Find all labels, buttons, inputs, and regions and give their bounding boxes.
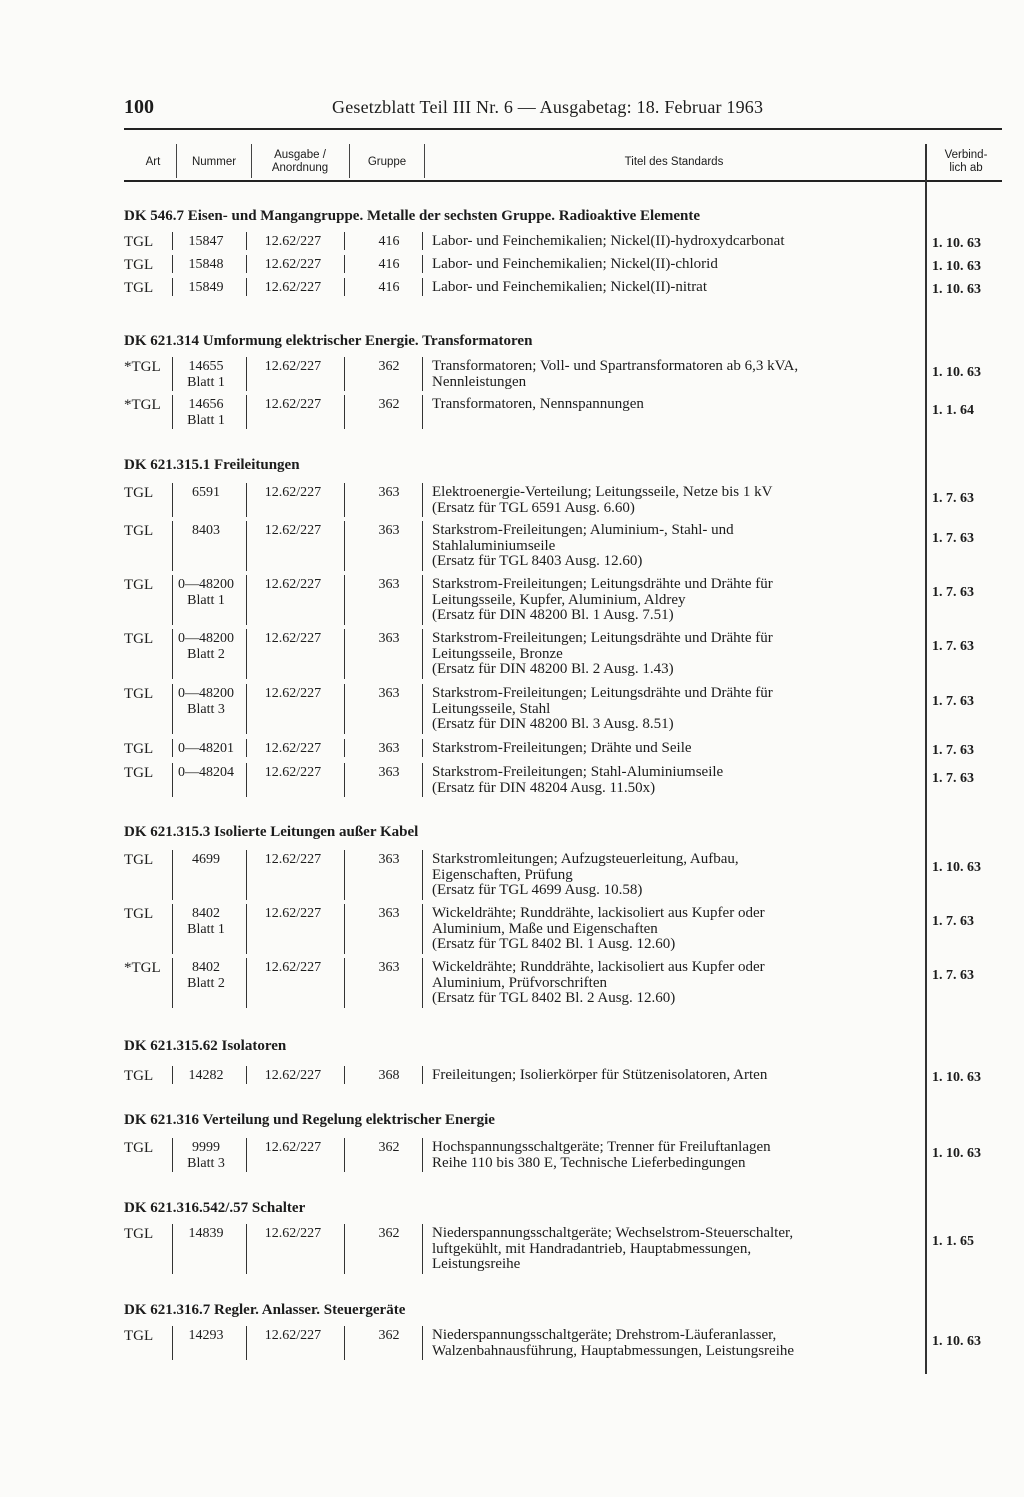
cell-nummer-value: 14655 — [188, 359, 224, 374]
cell-nummer-blatt: Blatt 1 — [187, 593, 225, 608]
cell-titel-line: Starkstrom-Freileitungen; Aluminium-, Stahl- und — [432, 522, 734, 538]
column-bar — [422, 1326, 423, 1360]
column-bar — [422, 483, 423, 517]
cell-ausgabe: 12.62/227 — [264, 1140, 322, 1155]
cell-ausgabe: 12.62/227 — [264, 686, 322, 701]
column-bar — [344, 684, 345, 734]
column-bar — [172, 232, 173, 250]
cell-titel-line: Hochspannungsschaltgeräte; Trenner für Freiluftanlagen — [432, 1139, 771, 1155]
column-bar — [344, 1066, 345, 1084]
cell-gruppe: 362 — [378, 1140, 400, 1155]
cell-art: TGL — [124, 257, 154, 273]
column-bar — [422, 739, 423, 757]
cell-titel-line: Nennleistungen — [432, 373, 527, 390]
cell-titel-line: Leitungsseile, Stahl — [432, 700, 551, 717]
cell-titel-line: Niederspannungsschaltgeräte; Wechselstrom-Steuerschalter, — [432, 1225, 794, 1241]
cell-nummer — [174, 1226, 238, 1242]
cell-titel — [432, 1328, 794, 1359]
cell-titel — [432, 397, 644, 413]
cell-verbindlich: 1. 7. 63 — [932, 585, 974, 600]
cell-verbindlich: 1. 7. 63 — [932, 771, 974, 786]
cell-titel-line: Niederspannungsschaltgeräte; Drehstrom-Läuferanlasser, — [432, 1327, 777, 1343]
column-header-verbindlich — [930, 144, 1002, 180]
cell-gruppe: 362 — [378, 1328, 400, 1343]
column-bar — [172, 395, 173, 429]
cell-art: TGL — [124, 906, 154, 922]
cell-titel-line: (Ersatz für TGL 8402 Bl. 1 Ausg. 12.60) — [432, 936, 676, 952]
cell-ausgabe: 12.62/227 — [264, 765, 322, 780]
cell-titel-line: Labor- und Feinchemikalien; Nickel(II)-nitrat — [432, 279, 708, 295]
cell-titel — [432, 765, 723, 796]
column-bar — [172, 483, 173, 517]
cell-gruppe: 363 — [378, 906, 400, 921]
cell-art: TGL — [124, 1328, 154, 1344]
cell-titel-line: Starkstrom-Freileitungen; Stahl-Aluminiumseile — [432, 764, 724, 780]
section-heading: DK 621.316.542/.57 Schalter — [124, 1200, 306, 1216]
cell-titel-line: Starkstrom-Freileitungen; Leitungsdrähte und Drähte für — [432, 576, 773, 592]
table-header-rule — [124, 180, 1002, 182]
cell-nummer — [174, 359, 238, 391]
cell-gruppe: 363 — [378, 631, 400, 646]
cell-verbindlich: 1. 1. 65 — [932, 1234, 974, 1249]
cell-titel-line: Aluminium, Prüfvorschriften — [432, 974, 607, 991]
column-bar — [246, 1066, 247, 1084]
cell-gruppe: 363 — [378, 765, 400, 780]
running-head: Gesetzblatt Teil III Nr. 6 — Ausgabetag: 18. Februar 1963 — [332, 97, 764, 117]
cell-titel-line: (Ersatz für DIN 48204 Ausg. 11.50x) — [432, 779, 656, 796]
cell-nummer-blatt: Blatt 2 — [187, 976, 225, 991]
cell-titel-line: (Ersatz für TGL 8402 Bl. 2 Ausg. 12.60) — [432, 990, 676, 1006]
column-divider — [176, 144, 177, 178]
column-bar — [422, 255, 423, 273]
cell-ausgabe: 12.62/227 — [264, 1068, 322, 1083]
cell-titel-line: Labor- und Feinchemikalien; Nickel(II)-chlorid — [432, 256, 718, 272]
cell-nummer-value: 0—48204 — [178, 765, 234, 780]
column-bar — [422, 1066, 423, 1084]
cell-ausgabe: 12.62/227 — [264, 1328, 322, 1343]
column-header-ausgabe-line2: Anordnung — [271, 162, 329, 174]
cell-verbindlich: 1. 1. 64 — [932, 403, 974, 418]
cell-titel — [432, 485, 772, 516]
cell-gruppe: 416 — [378, 280, 400, 295]
column-bar — [172, 575, 173, 625]
cell-verbindlich: 1. 7. 63 — [932, 914, 974, 929]
column-bar — [422, 629, 423, 679]
column-bar — [172, 629, 173, 679]
cell-nummer — [174, 631, 238, 663]
column-bar — [172, 763, 173, 797]
cell-nummer — [174, 960, 238, 992]
cell-art: *TGL — [124, 397, 161, 413]
column-bar — [172, 904, 173, 954]
column-header-art: Art — [145, 155, 161, 168]
cell-verbindlich: 1. 7. 63 — [932, 639, 974, 654]
cell-nummer-value: 15847 — [188, 234, 224, 249]
column-bar — [246, 739, 247, 757]
column-bar — [344, 575, 345, 625]
section-heading: DK 621.316.7 Regler. Anlasser. Steuergeräte — [124, 1302, 406, 1318]
cell-nummer — [174, 485, 238, 501]
cell-gruppe: 363 — [378, 485, 400, 500]
cell-nummer-value: 14656 — [188, 397, 224, 412]
column-bar — [246, 278, 247, 296]
cell-titel-line: Starkstrom-Freileitungen; Leitungsdrähte und Drähte für — [432, 630, 773, 646]
column-bar — [246, 1326, 247, 1360]
column-bar — [246, 521, 247, 571]
cell-titel — [432, 234, 785, 250]
column-bar — [422, 232, 423, 250]
cell-titel-line: Transformatoren, Nennspannungen — [432, 396, 644, 412]
cell-verbindlich: 1. 7. 63 — [932, 968, 974, 983]
cell-nummer-value: 9999 — [192, 1140, 220, 1155]
cell-verbindlich: 1. 7. 63 — [932, 491, 974, 506]
cell-nummer-blatt: Blatt 1 — [187, 413, 225, 428]
column-bar — [344, 255, 345, 273]
cell-titel — [432, 577, 773, 624]
cell-ausgabe: 12.62/227 — [264, 852, 322, 867]
cell-nummer — [174, 234, 238, 250]
column-bar — [422, 684, 423, 734]
column-bar — [246, 1138, 247, 1172]
section-heading: DK 621.316 Verteilung und Regelung elektrischer Energie — [124, 1112, 495, 1128]
cell-art: TGL — [124, 234, 154, 250]
column-bar — [422, 357, 423, 391]
cell-gruppe: 368 — [378, 1068, 400, 1083]
cell-art: TGL — [124, 280, 154, 296]
cell-ausgabe: 12.62/227 — [264, 359, 322, 374]
cell-nummer — [174, 741, 238, 757]
column-bar — [422, 1224, 423, 1274]
cell-nummer-value: 8402 — [192, 960, 220, 975]
cell-art: TGL — [124, 523, 154, 539]
cell-titel-line: Starkstrom-Freileitungen; Leitungsdrähte und Drähte für — [432, 685, 773, 701]
cell-ausgabe: 12.62/227 — [264, 1226, 322, 1241]
cell-art: TGL — [124, 765, 154, 781]
cell-verbindlich: 1. 7. 63 — [932, 531, 974, 546]
cell-gruppe: 362 — [378, 397, 400, 412]
cell-nummer-blatt: Blatt 1 — [187, 375, 225, 390]
cell-ausgabe: 12.62/227 — [264, 397, 322, 412]
cell-art: TGL — [124, 741, 154, 757]
column-header-gruppe: Gruppe — [367, 155, 407, 168]
column-header-verbindlich-line1: Verbind- — [944, 149, 988, 161]
cell-titel-line: Leistungsreihe — [432, 1256, 521, 1272]
cell-titel — [432, 280, 707, 296]
cell-gruppe: 416 — [378, 257, 400, 272]
cell-nummer — [174, 523, 238, 539]
cell-gruppe: 416 — [378, 234, 400, 249]
column-bar — [172, 684, 173, 734]
cell-ausgabe: 12.62/227 — [264, 523, 322, 538]
cell-titel — [432, 906, 765, 953]
cell-titel — [432, 686, 773, 733]
cell-art: TGL — [124, 852, 154, 868]
cell-gruppe: 363 — [378, 960, 400, 975]
cell-gruppe: 362 — [378, 1226, 400, 1241]
column-header-ausgabe — [252, 144, 348, 180]
cell-nummer-value: 6591 — [192, 485, 220, 500]
cell-ausgabe: 12.62/227 — [264, 280, 322, 295]
column-bar — [344, 850, 345, 900]
column-bar — [344, 763, 345, 797]
column-bar — [422, 395, 423, 429]
cell-nummer — [174, 686, 238, 718]
column-header-verbindlich-line2: lich ab — [949, 162, 983, 174]
column-bar — [246, 1224, 247, 1274]
verbindlich-column-rule — [925, 144, 927, 1374]
cell-titel-line: Stahlaluminiumseile — [432, 537, 556, 554]
cell-art: TGL — [124, 577, 154, 593]
cell-nummer-blatt: Blatt 2 — [187, 647, 225, 662]
column-bar — [344, 357, 345, 391]
column-bar — [344, 958, 345, 1008]
cell-art: TGL — [124, 485, 154, 501]
cell-titel — [432, 631, 773, 678]
column-header-titel: Titel des Standards — [624, 155, 724, 168]
cell-nummer-value: 8403 — [192, 523, 220, 538]
column-bar — [344, 278, 345, 296]
column-header-nummer: Nummer — [191, 155, 237, 168]
column-divider — [424, 144, 425, 178]
cell-titel-line: Transformatoren; Voll- und Spartransformatoren ab 6,3 kVA, — [432, 358, 799, 374]
column-bar — [172, 255, 173, 273]
column-bar — [422, 958, 423, 1008]
cell-verbindlich: 1. 10. 63 — [932, 1146, 981, 1161]
column-bar — [344, 1326, 345, 1360]
cell-ausgabe: 12.62/227 — [264, 257, 322, 272]
cell-titel — [432, 852, 739, 899]
cell-verbindlich: 1. 10. 63 — [932, 282, 981, 297]
cell-titel — [432, 359, 798, 390]
cell-art: TGL — [124, 1226, 154, 1242]
cell-nummer-value: 0—48200 — [178, 631, 234, 646]
cell-nummer-value: 14282 — [188, 1068, 224, 1083]
cell-titel — [432, 960, 765, 1007]
page-number: 100 — [124, 96, 154, 118]
column-bar — [344, 739, 345, 757]
cell-titel-line: (Ersatz für TGL 4699 Ausg. 10.58) — [432, 882, 643, 898]
cell-titel-line: Reihe 110 bis 380 E, Technische Lieferbedingungen — [432, 1154, 746, 1171]
cell-art: *TGL — [124, 359, 161, 375]
cell-gruppe: 363 — [378, 741, 400, 756]
column-bar — [344, 904, 345, 954]
cell-gruppe: 363 — [378, 852, 400, 867]
cell-verbindlich: 1. 10. 63 — [932, 259, 981, 274]
column-bar — [246, 684, 247, 734]
cell-titel-line: Leitungsseile, Kupfer, Aluminium, Aldrey — [432, 591, 686, 608]
column-bar — [344, 395, 345, 429]
column-bar — [172, 278, 173, 296]
cell-art: TGL — [124, 1140, 154, 1156]
cell-nummer — [174, 906, 238, 938]
cell-titel — [432, 1226, 793, 1273]
cell-titel-line: Wickeldrähte; Runddrähte, lackisoliert aus Kupfer oder — [432, 959, 765, 975]
column-bar — [172, 1224, 173, 1274]
column-bar — [422, 575, 423, 625]
cell-ausgabe: 12.62/227 — [264, 577, 322, 592]
cell-titel — [432, 1068, 767, 1084]
cell-ausgabe: 12.62/227 — [264, 741, 322, 756]
cell-verbindlich: 1. 7. 63 — [932, 694, 974, 709]
cell-titel — [432, 741, 692, 757]
column-bar — [172, 1326, 173, 1360]
cell-verbindlich: 1. 10. 63 — [932, 1334, 981, 1349]
cell-nummer — [174, 1068, 238, 1084]
cell-nummer-blatt: Blatt 3 — [187, 1156, 225, 1171]
cell-art: TGL — [124, 631, 154, 647]
cell-nummer-value: 0—48200 — [178, 577, 234, 592]
cell-ausgabe: 12.62/227 — [264, 234, 322, 249]
cell-gruppe: 363 — [378, 577, 400, 592]
cell-ausgabe: 12.62/227 — [264, 960, 322, 975]
cell-titel — [432, 257, 718, 273]
cell-nummer-value: 4699 — [192, 852, 220, 867]
cell-titel-line: (Ersatz für DIN 48200 Bl. 1 Ausg. 7.51) — [432, 607, 674, 623]
cell-nummer — [174, 765, 238, 781]
section-heading: DK 546.7 Eisen- und Mangangruppe. Metalle der sechsten Gruppe. Radioaktive Elemente — [124, 208, 700, 224]
section-heading: DK 621.315.62 Isolatoren — [124, 1038, 287, 1054]
cell-art: TGL — [124, 1068, 154, 1084]
column-bar — [172, 850, 173, 900]
cell-nummer-blatt: Blatt 1 — [187, 922, 225, 937]
page-header — [124, 96, 1004, 126]
cell-verbindlich: 1. 10. 63 — [932, 236, 981, 251]
cell-art: TGL — [124, 686, 154, 702]
column-bar — [172, 739, 173, 757]
column-bar — [172, 958, 173, 1008]
section-heading: DK 621.315.1 Freileitungen — [124, 457, 300, 473]
cell-nummer — [174, 257, 238, 273]
cell-nummer-value: 8402 — [192, 906, 220, 921]
column-bar — [422, 904, 423, 954]
cell-gruppe: 363 — [378, 686, 400, 701]
cell-verbindlich: 1. 10. 63 — [932, 860, 981, 875]
cell-verbindlich: 1. 10. 63 — [932, 365, 981, 380]
cell-titel-line: Elektroenergie-Verteilung; Leitungsseile, Netze bis 1 kV — [432, 484, 773, 500]
cell-nummer-value: 14839 — [188, 1226, 224, 1241]
column-bar — [422, 850, 423, 900]
column-bar — [422, 1138, 423, 1172]
cell-nummer — [174, 397, 238, 429]
cell-nummer-blatt: Blatt 3 — [187, 702, 225, 717]
column-bar — [344, 1138, 345, 1172]
cell-nummer — [174, 852, 238, 868]
cell-titel-line: Freileitungen; Isolierkörper für Stützenisolatoren, Arten — [432, 1067, 768, 1083]
cell-titel-line: Eigenschaften, Prüfung — [432, 866, 573, 883]
column-bar — [344, 521, 345, 571]
cell-titel-line: Starkstromleitungen; Aufzugsteuerleitung, Aufbau, — [432, 851, 739, 867]
column-bar — [422, 763, 423, 797]
header-rule — [124, 128, 1002, 130]
cell-titel — [432, 523, 734, 570]
cell-titel-line: Wickeldrähte; Runddrähte, lackisoliert aus Kupfer oder — [432, 905, 765, 921]
column-bar — [344, 483, 345, 517]
cell-titel — [432, 1140, 771, 1171]
column-bar — [246, 763, 247, 797]
column-bar — [172, 521, 173, 571]
column-bar — [246, 232, 247, 250]
cell-titel-line: Starkstrom-Freileitungen; Drähte und Seile — [432, 740, 692, 756]
cell-titel-line: luftgekühlt, mit Handradantrieb, Hauptabmessungen, — [432, 1240, 752, 1257]
section-heading: DK 621.314 Umformung elektrischer Energie. Transformatoren — [124, 333, 533, 349]
cell-nummer-value: 14293 — [188, 1328, 224, 1343]
column-bar — [246, 629, 247, 679]
cell-nummer-value: 15849 — [188, 280, 224, 295]
cell-nummer — [174, 577, 238, 609]
column-bar — [344, 1224, 345, 1274]
cell-art: *TGL — [124, 960, 161, 976]
cell-verbindlich: 1. 10. 63 — [932, 1070, 981, 1085]
cell-nummer — [174, 1328, 238, 1344]
column-bar — [246, 958, 247, 1008]
column-bar — [422, 521, 423, 571]
cell-titel-line: (Ersatz für TGL 6591 Ausg. 6.60) — [432, 499, 635, 516]
column-bar — [246, 357, 247, 391]
column-bar — [246, 850, 247, 900]
column-bar — [246, 575, 247, 625]
column-bar — [344, 629, 345, 679]
cell-nummer-value: 15848 — [188, 257, 224, 272]
cell-ausgabe: 12.62/227 — [264, 485, 322, 500]
column-bar — [344, 232, 345, 250]
cell-titel-line: Leitungsseile, Bronze — [432, 645, 563, 662]
cell-ausgabe: 12.62/227 — [264, 631, 322, 646]
cell-gruppe: 362 — [378, 359, 400, 374]
cell-titel-line: (Ersatz für TGL 8403 Ausg. 12.60) — [432, 553, 643, 569]
cell-titel-line: Aluminium, Maße und Eigenschaften — [432, 920, 658, 937]
column-bar — [246, 904, 247, 954]
cell-verbindlich: 1. 7. 63 — [932, 743, 974, 758]
cell-titel-line: Walzenbahnausführung, Hauptabmessungen, Leistungsreihe — [432, 1342, 795, 1359]
cell-nummer — [174, 1140, 238, 1172]
column-header-ausgabe-line1: Ausgabe / — [274, 149, 326, 161]
cell-nummer-value: 0—48201 — [178, 741, 234, 756]
column-bar — [172, 1138, 173, 1172]
column-bar — [246, 483, 247, 517]
cell-nummer-value: 0—48200 — [178, 686, 234, 701]
column-bar — [246, 255, 247, 273]
cell-titel-line: (Ersatz für DIN 48200 Bl. 2 Ausg. 1.43) — [432, 661, 674, 677]
cell-ausgabe: 12.62/227 — [264, 906, 322, 921]
column-bar — [422, 278, 423, 296]
section-heading: DK 621.315.3 Isolierte Leitungen außer Kabel — [124, 824, 419, 840]
column-bar — [172, 357, 173, 391]
cell-titel-line: (Ersatz für DIN 48200 Bl. 3 Ausg. 8.51) — [432, 716, 674, 732]
column-bar — [172, 1066, 173, 1084]
cell-nummer — [174, 280, 238, 296]
column-bar — [246, 395, 247, 429]
cell-titel-line: Labor- und Feinchemikalien; Nickel(II)-hydroxydcarbonat — [432, 233, 785, 249]
cell-gruppe: 363 — [378, 523, 400, 538]
